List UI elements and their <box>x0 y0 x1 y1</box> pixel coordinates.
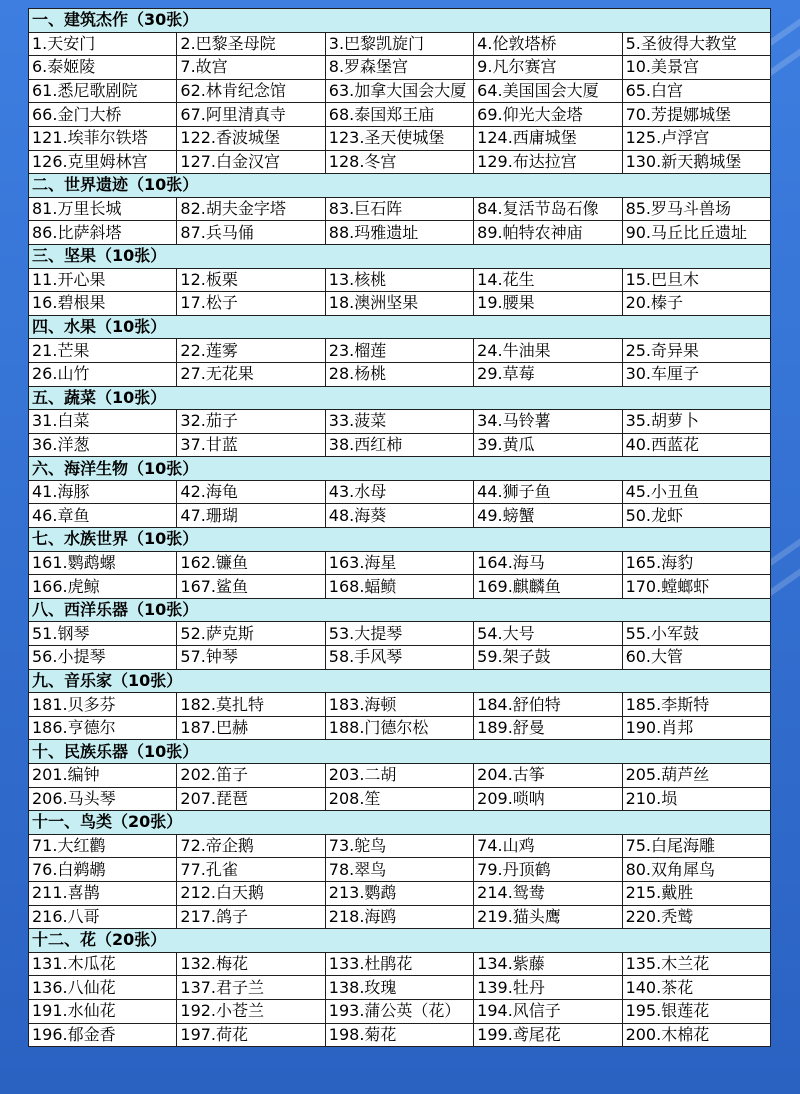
item-cell: 200.木棉花 <box>622 1023 770 1047</box>
item-cell: 139.牡丹 <box>474 976 622 1000</box>
table-row <box>29 575 771 599</box>
item-cell: 30.车厘子 <box>622 362 770 386</box>
item-cell: 24.牛油果 <box>474 339 622 363</box>
item-cell: 208.笙 <box>325 787 473 811</box>
item-cell: 38.西红柿 <box>325 433 473 457</box>
item-cell: 54.大号 <box>474 622 622 646</box>
item-cell: 50.龙虾 <box>622 504 770 528</box>
table-row <box>29 693 771 717</box>
item-cell: 194.风信子 <box>474 999 622 1023</box>
item-cell: 45.小丑鱼 <box>622 480 770 504</box>
item-cell: 53.大提琴 <box>325 622 473 646</box>
table-row <box>29 1023 771 1047</box>
category-header-row <box>29 598 771 622</box>
item-cell: 205.葫芦丝 <box>622 764 770 788</box>
category-header-row <box>29 174 771 198</box>
item-cell: 161.鹦鹉螺 <box>29 551 177 575</box>
table-row <box>29 56 771 80</box>
item-cell: 43.水母 <box>325 480 473 504</box>
item-cell: 121.埃菲尔铁塔 <box>29 126 177 150</box>
item-cell: 5.圣彼得大教堂 <box>622 32 770 56</box>
item-cell: 190.肖邦 <box>622 716 770 740</box>
item-cell: 181.贝多芬 <box>29 693 177 717</box>
category-title: 四、水果（10张） <box>29 315 771 339</box>
item-cell: 197.荷花 <box>177 1023 325 1047</box>
item-cell: 33.菠菜 <box>325 410 473 434</box>
item-cell: 165.海豹 <box>622 551 770 575</box>
item-cell: 51.钢琴 <box>29 622 177 646</box>
item-cell: 204.古筝 <box>474 764 622 788</box>
category-header-row <box>29 386 771 410</box>
item-cell: 83.巨石阵 <box>325 197 473 221</box>
item-cell: 206.马头琴 <box>29 787 177 811</box>
item-cell: 16.碧根果 <box>29 292 177 316</box>
item-cell: 25.奇异果 <box>622 339 770 363</box>
item-cell: 125.卢浮宫 <box>622 126 770 150</box>
item-cell: 71.大红鹳 <box>29 834 177 858</box>
item-cell: 90.马丘比丘遗址 <box>622 221 770 245</box>
item-cell: 166.虎鲸 <box>29 575 177 599</box>
card-list-body <box>29 9 771 1047</box>
item-cell: 201.编钟 <box>29 764 177 788</box>
item-cell: 88.玛雅遗址 <box>325 221 473 245</box>
item-cell: 19.腰果 <box>474 292 622 316</box>
item-cell: 10.美景宫 <box>622 56 770 80</box>
item-cell: 126.克里姆林宫 <box>29 150 177 174</box>
item-cell: 13.核桃 <box>325 268 473 292</box>
table-row <box>29 622 771 646</box>
item-cell: 131.木瓜花 <box>29 952 177 976</box>
item-cell: 57.钟琴 <box>177 646 325 670</box>
item-cell: 15.巴旦木 <box>622 268 770 292</box>
item-cell: 64.美国国会大厦 <box>474 79 622 103</box>
item-cell: 76.白鹈鹕 <box>29 858 177 882</box>
item-cell: 167.鲨鱼 <box>177 575 325 599</box>
item-cell: 168.蝠鲼 <box>325 575 473 599</box>
item-cell: 63.加拿大国会大厦 <box>325 79 473 103</box>
item-cell: 37.甘蓝 <box>177 433 325 457</box>
item-cell: 2.巴黎圣母院 <box>177 32 325 56</box>
item-cell: 28.杨桃 <box>325 362 473 386</box>
category-header-row <box>29 740 771 764</box>
item-cell: 211.喜鹊 <box>29 881 177 905</box>
table-row <box>29 197 771 221</box>
table-row <box>29 292 771 316</box>
item-cell: 137.君子兰 <box>177 976 325 1000</box>
category-title: 七、水族世界（10张） <box>29 528 771 552</box>
item-cell: 164.海马 <box>474 551 622 575</box>
item-cell: 170.螳螂虾 <box>622 575 770 599</box>
item-cell: 75.白尾海雕 <box>622 834 770 858</box>
item-cell: 39.黄瓜 <box>474 433 622 457</box>
category-title: 十、民族乐器（10张） <box>29 740 771 764</box>
item-cell: 85.罗马斗兽场 <box>622 197 770 221</box>
item-cell: 31.白菜 <box>29 410 177 434</box>
table-row <box>29 79 771 103</box>
item-cell: 18.澳洲坚果 <box>325 292 473 316</box>
table-row <box>29 221 771 245</box>
item-cell: 34.马铃薯 <box>474 410 622 434</box>
item-cell: 14.花生 <box>474 268 622 292</box>
table-row <box>29 551 771 575</box>
item-cell: 49.螃蟹 <box>474 504 622 528</box>
item-cell: 23.榴莲 <box>325 339 473 363</box>
item-cell: 42.海龟 <box>177 480 325 504</box>
category-header-row <box>29 315 771 339</box>
item-cell: 182.莫扎特 <box>177 693 325 717</box>
table-row <box>29 32 771 56</box>
item-cell: 162.镰鱼 <box>177 551 325 575</box>
category-header-row <box>29 929 771 953</box>
category-title: 二、世界遗迹（10张） <box>29 174 771 198</box>
item-cell: 74.山鸡 <box>474 834 622 858</box>
item-cell: 80.双角犀鸟 <box>622 858 770 882</box>
item-cell: 183.海顿 <box>325 693 473 717</box>
item-cell: 195.银莲花 <box>622 999 770 1023</box>
item-cell: 203.二胡 <box>325 764 473 788</box>
item-cell: 132.梅花 <box>177 952 325 976</box>
item-cell: 212.白天鹅 <box>177 881 325 905</box>
item-cell: 46.章鱼 <box>29 504 177 528</box>
table-row <box>29 976 771 1000</box>
category-title: 六、海洋生物（10张） <box>29 457 771 481</box>
item-cell: 82.胡夫金字塔 <box>177 197 325 221</box>
item-cell: 12.板栗 <box>177 268 325 292</box>
item-cell: 21.芒果 <box>29 339 177 363</box>
item-cell: 191.水仙花 <box>29 999 177 1023</box>
table-row <box>29 103 771 127</box>
table-row <box>29 339 771 363</box>
item-cell: 136.八仙花 <box>29 976 177 1000</box>
item-cell: 84.复活节岛石像 <box>474 197 622 221</box>
item-cell: 79.丹顶鹤 <box>474 858 622 882</box>
table-row <box>29 362 771 386</box>
item-cell: 218.海鸥 <box>325 905 473 929</box>
table-row <box>29 716 771 740</box>
item-cell: 61.悉尼歌剧院 <box>29 79 177 103</box>
item-cell: 185.李斯特 <box>622 693 770 717</box>
table-row <box>29 646 771 670</box>
item-cell: 140.茶花 <box>622 976 770 1000</box>
item-cell: 55.小军鼓 <box>622 622 770 646</box>
item-cell: 6.泰姬陵 <box>29 56 177 80</box>
item-cell: 48.海葵 <box>325 504 473 528</box>
item-cell: 129.布达拉宫 <box>474 150 622 174</box>
item-cell: 196.郁金香 <box>29 1023 177 1047</box>
table-row <box>29 504 771 528</box>
table-row <box>29 858 771 882</box>
item-cell: 65.白宫 <box>622 79 770 103</box>
table-row <box>29 881 771 905</box>
item-cell: 35.胡萝卜 <box>622 410 770 434</box>
item-cell: 81.万里长城 <box>29 197 177 221</box>
category-title: 八、西洋乐器（10张） <box>29 598 771 622</box>
table-row <box>29 433 771 457</box>
item-cell: 192.小苍兰 <box>177 999 325 1023</box>
item-cell: 41.海豚 <box>29 480 177 504</box>
table-row <box>29 952 771 976</box>
item-cell: 8.罗森堡宫 <box>325 56 473 80</box>
item-cell: 189.舒曼 <box>474 716 622 740</box>
item-cell: 215.戴胜 <box>622 881 770 905</box>
table-row <box>29 905 771 929</box>
table-row <box>29 999 771 1023</box>
table-row <box>29 480 771 504</box>
item-cell: 72.帝企鹅 <box>177 834 325 858</box>
category-header-row <box>29 811 771 835</box>
item-cell: 216.八哥 <box>29 905 177 929</box>
table-row <box>29 150 771 174</box>
item-cell: 7.故宫 <box>177 56 325 80</box>
category-title: 三、坚果（10张） <box>29 244 771 268</box>
item-cell: 210.埙 <box>622 787 770 811</box>
card-list-table <box>28 8 771 1047</box>
item-cell: 135.木兰花 <box>622 952 770 976</box>
item-cell: 78.翠鸟 <box>325 858 473 882</box>
item-cell: 202.笛子 <box>177 764 325 788</box>
item-cell: 70.芳提娜城堡 <box>622 103 770 127</box>
item-cell: 198.菊花 <box>325 1023 473 1047</box>
item-cell: 127.白金汉宫 <box>177 150 325 174</box>
item-cell: 67.阿里清真寺 <box>177 103 325 127</box>
item-cell: 58.手风琴 <box>325 646 473 670</box>
item-cell: 32.茄子 <box>177 410 325 434</box>
item-cell: 22.莲雾 <box>177 339 325 363</box>
item-cell: 11.开心果 <box>29 268 177 292</box>
item-cell: 17.松子 <box>177 292 325 316</box>
item-cell: 220.秃鹫 <box>622 905 770 929</box>
item-cell: 68.泰国郑王庙 <box>325 103 473 127</box>
item-cell: 188.门德尔松 <box>325 716 473 740</box>
item-cell: 123.圣天使城堡 <box>325 126 473 150</box>
category-header-row <box>29 669 771 693</box>
table-row <box>29 834 771 858</box>
item-cell: 122.香波城堡 <box>177 126 325 150</box>
item-cell: 1.天安门 <box>29 32 177 56</box>
table-row <box>29 126 771 150</box>
item-cell: 26.山竹 <box>29 362 177 386</box>
item-cell: 217.鸽子 <box>177 905 325 929</box>
item-cell: 40.西蓝花 <box>622 433 770 457</box>
category-header-row <box>29 457 771 481</box>
item-cell: 73.鸵鸟 <box>325 834 473 858</box>
item-cell: 138.玫瑰 <box>325 976 473 1000</box>
item-cell: 209.唢呐 <box>474 787 622 811</box>
item-cell: 193.蒲公英（花） <box>325 999 473 1023</box>
category-title: 五、蔬菜（10张） <box>29 386 771 410</box>
item-cell: 62.林肯纪念馆 <box>177 79 325 103</box>
item-cell: 52.萨克斯 <box>177 622 325 646</box>
category-title: 十二、花（20张） <box>29 929 771 953</box>
item-cell: 47.珊瑚 <box>177 504 325 528</box>
item-cell: 4.伦敦塔桥 <box>474 32 622 56</box>
item-cell: 184.舒伯特 <box>474 693 622 717</box>
table-row <box>29 764 771 788</box>
item-cell: 133.杜鹃花 <box>325 952 473 976</box>
item-cell: 89.帕特农神庙 <box>474 221 622 245</box>
category-title: 十一、鸟类（20张） <box>29 811 771 835</box>
table-row <box>29 787 771 811</box>
item-cell: 169.麒麟鱼 <box>474 575 622 599</box>
category-title: 一、建筑杰作（30张） <box>29 9 771 33</box>
item-cell: 124.西庸城堡 <box>474 126 622 150</box>
item-cell: 213.鹦鹉 <box>325 881 473 905</box>
category-header-row <box>29 244 771 268</box>
item-cell: 187.巴赫 <box>177 716 325 740</box>
item-cell: 69.仰光大金塔 <box>474 103 622 127</box>
item-cell: 219.猫头鹰 <box>474 905 622 929</box>
item-cell: 186.亨德尔 <box>29 716 177 740</box>
item-cell: 3.巴黎凯旋门 <box>325 32 473 56</box>
item-cell: 199.鸢尾花 <box>474 1023 622 1047</box>
item-cell: 27.无花果 <box>177 362 325 386</box>
item-cell: 214.鸳鸯 <box>474 881 622 905</box>
table-row <box>29 410 771 434</box>
item-cell: 66.金门大桥 <box>29 103 177 127</box>
item-cell: 130.新天鹅城堡 <box>622 150 770 174</box>
category-title: 九、音乐家（10张） <box>29 669 771 693</box>
item-cell: 86.比萨斜塔 <box>29 221 177 245</box>
category-header-row <box>29 9 771 33</box>
item-cell: 60.大管 <box>622 646 770 670</box>
item-cell: 9.凡尔赛宫 <box>474 56 622 80</box>
item-cell: 163.海星 <box>325 551 473 575</box>
table-row <box>29 268 771 292</box>
item-cell: 207.琵琶 <box>177 787 325 811</box>
item-cell: 36.洋葱 <box>29 433 177 457</box>
category-header-row <box>29 528 771 552</box>
item-cell: 87.兵马俑 <box>177 221 325 245</box>
item-cell: 128.冬宫 <box>325 150 473 174</box>
item-cell: 134.紫藤 <box>474 952 622 976</box>
item-cell: 56.小提琴 <box>29 646 177 670</box>
item-cell: 59.架子鼓 <box>474 646 622 670</box>
item-cell: 44.狮子鱼 <box>474 480 622 504</box>
item-cell: 29.草莓 <box>474 362 622 386</box>
item-cell: 77.孔雀 <box>177 858 325 882</box>
item-cell: 20.榛子 <box>622 292 770 316</box>
